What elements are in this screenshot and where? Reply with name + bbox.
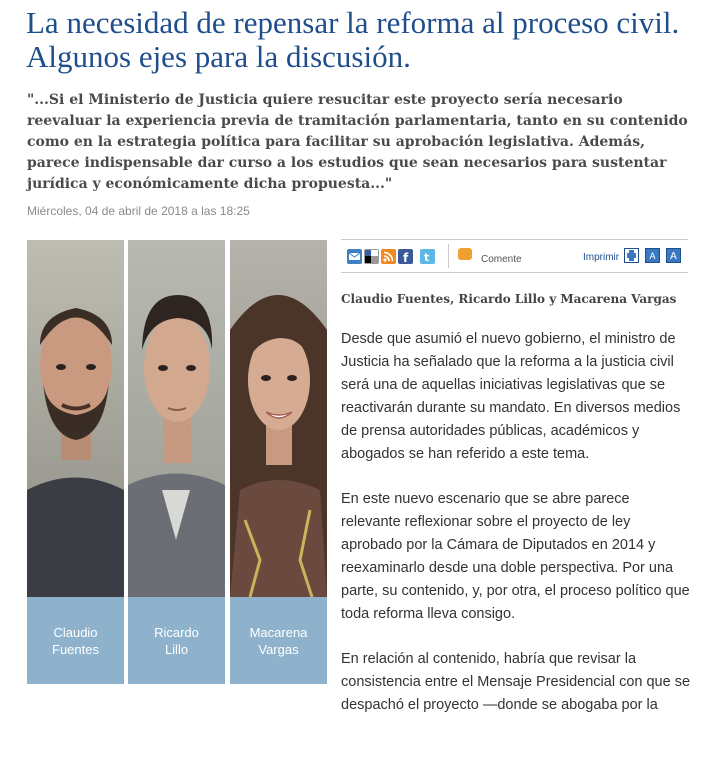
author-last-name: Vargas (258, 641, 299, 657)
svg-text:t: t (424, 251, 430, 264)
body-paragraph: En este nuevo escenario que se abre parece relevante reflexionar sobre el proyecto de ley aprobado por la Cámara de Diputados en 2014 y reexaminarlo desde una doble perspectiva. Por una parte, su contenido, y, por otra, el proceso político que toda reforma lleva consigo. (341, 491, 690, 622)
author-first-name: Macarena (249, 624, 308, 640)
delicious-icon[interactable] (364, 249, 379, 264)
author-card-claudio (27, 240, 124, 684)
author-caption-ricardo (128, 597, 225, 684)
twitter-icon[interactable] (420, 249, 435, 264)
toolbar-divider (448, 244, 449, 268)
author-last-name: Fuentes (52, 641, 99, 657)
body-paragraph: Desde que asumió el nuevo gobierno, el ministro de Justicia ha señalado que la reforma a la justicia civil será una de aquellas iniciativas legislativas que se reactivarán durante su mandato. En diversos medios de prensa autoridades públicas, académicos y abogados se han referido a este tema. (341, 331, 681, 462)
print-icon[interactable] (624, 248, 639, 263)
author-photo-claudio (27, 240, 124, 597)
print-link[interactable]: Imprimir (583, 252, 620, 263)
author-first-name: Ricardo (154, 624, 199, 640)
facebook-icon[interactable] (398, 249, 413, 264)
article-authors: Claudio Fuentes, Ricardo Lillo y Macarena Vargas (341, 292, 677, 306)
author-photo-ricardo (128, 240, 225, 597)
author-caption-macarena (230, 597, 327, 684)
article-title: La necesidad de repensar la reforma al proceso civil. Algunos ejes para la discusión. (26, 5, 680, 74)
author-photo-macarena (230, 240, 327, 597)
body-paragraph: En relación al contenido, habría que revisar la consistencia entre el Mensaje Presidencial con que se despachó el proyecto —donde se abogaba por la (341, 651, 691, 713)
rss-icon[interactable] (381, 249, 396, 264)
author-first-name: Claudio (53, 624, 98, 640)
font-decrease-button[interactable]: A (645, 248, 660, 263)
email-icon[interactable] (347, 249, 362, 264)
author-card-ricardo (128, 240, 225, 684)
article-body (341, 328, 691, 739)
article-lead: "...Si el Ministerio de Justicia quiere resucitar este proyecto sería necesario reevaluar la experiencia previa de tramitación parlamentaria, tanto en su contenido como en la estrategia política para facilitar su aprobación legislativa. Además, parece indispensable dar curso a los estudios que sean necesarios para sustentar jurídica y económicamente dicha propuesta..." (27, 92, 688, 192)
svg-text:f: f (403, 251, 409, 264)
publish-date: Miércoles, 04 de abril de 2018 a las 18:25 (27, 204, 250, 218)
author-card-macarena (230, 240, 327, 684)
author-caption-claudio (27, 597, 124, 684)
font-increase-button[interactable]: A (666, 248, 681, 263)
comment-icon[interactable] (458, 248, 472, 260)
share-toolbar (341, 239, 688, 273)
author-photos (27, 240, 327, 684)
comment-link[interactable]: Comente (481, 254, 522, 265)
author-last-name: Lillo (164, 641, 189, 657)
